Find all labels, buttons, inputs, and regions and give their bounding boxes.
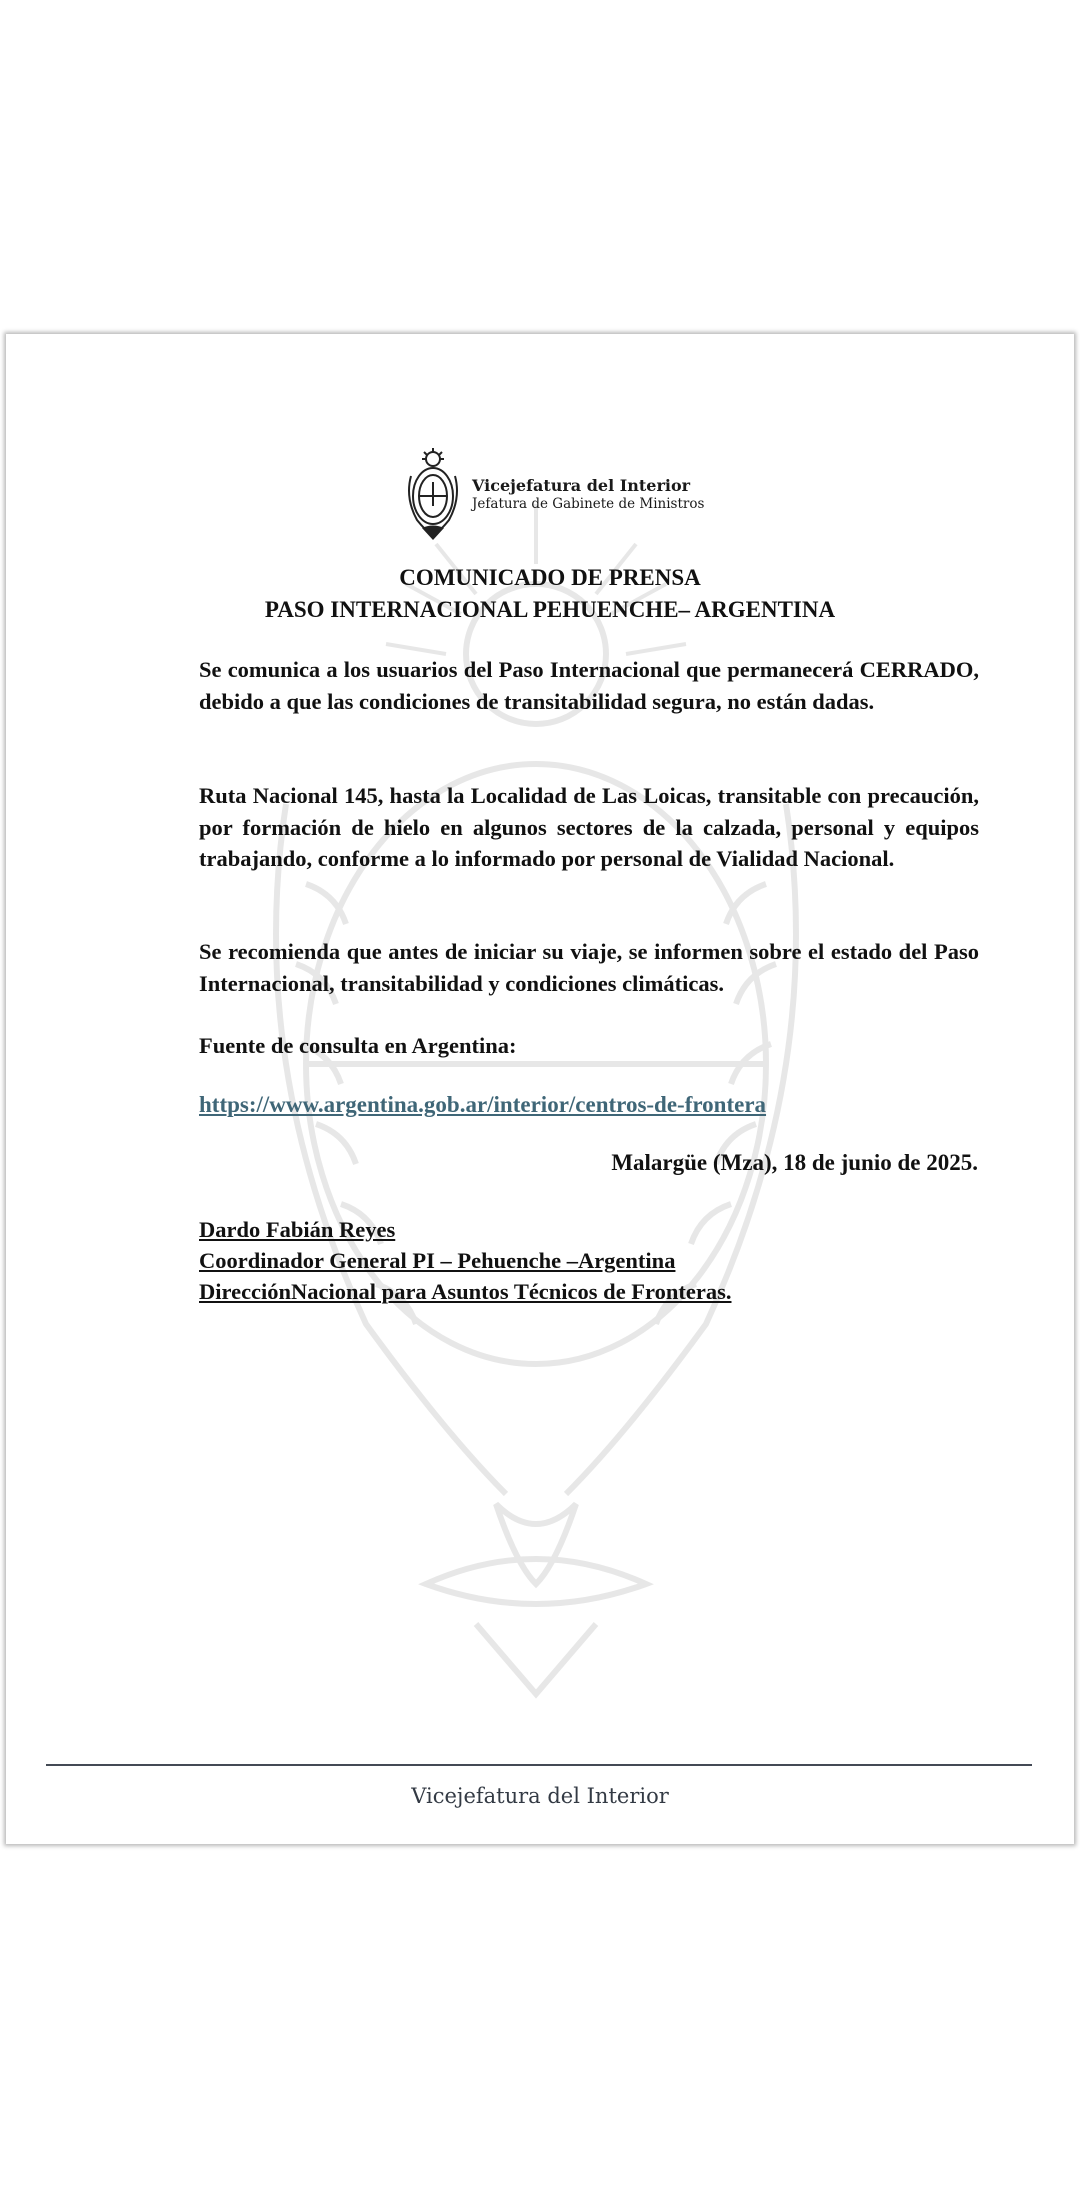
press-release-heading [6, 562, 1074, 626]
heading-line-1: COMUNICADO DE PRENSA [399, 565, 701, 590]
footer-divider [46, 1764, 1032, 1766]
letterhead [404, 444, 704, 544]
document-page [6, 334, 1074, 1844]
footer-text: Vicejefatura del Interior [411, 1784, 669, 1808]
paragraph-closure-notice: Se comunica a los usuarios del Paso Internacional que permanecerá CERRADO, debido a que las condiciones de transitabilidad segura, no están dadas. [199, 657, 979, 714]
source-label: Fuente de consulta en Argentina: [199, 1033, 517, 1058]
org-name: Vicejefatura del Interior [472, 476, 691, 496]
date-line: Malargüe (Mza), 18 de junio de 2025. [611, 1150, 978, 1175]
paragraph-recommendation: Se recomienda que antes de iniciar su viaje, se informen sobre el estado del Paso Internacional, transitabilidad y condiciones climáticas. [199, 939, 979, 996]
org-subtitle: Jefatura de Gabinete de Ministros [472, 495, 705, 512]
signatory-title: Coordinador General PI – Pehuenche –Argentina [199, 1248, 676, 1273]
heading-line-2: PASO INTERNACIONAL PEHUENCHE– ARGENTINA [264, 597, 836, 622]
national-coat-of-arms-icon [404, 446, 462, 542]
signatory-office: DirecciónNacional para Asuntos Técnicos de Fronteras. [199, 1279, 732, 1304]
border-centers-link[interactable]: https://www.argentina.gob.ar/interior/centros-de-frontera [199, 1092, 767, 1117]
signature-block [199, 1214, 732, 1307]
paragraph-route-conditions: Ruta Nacional 145, hasta la Localidad de Las Loicas, transitable con precaución, por formación de hielo en algunos sectores de la calzada, personal y equipos trabajando, conforme a lo informado por personal de Vialidad Nacional. [199, 783, 979, 871]
signatory-name: Dardo Fabián Reyes [199, 1217, 396, 1242]
